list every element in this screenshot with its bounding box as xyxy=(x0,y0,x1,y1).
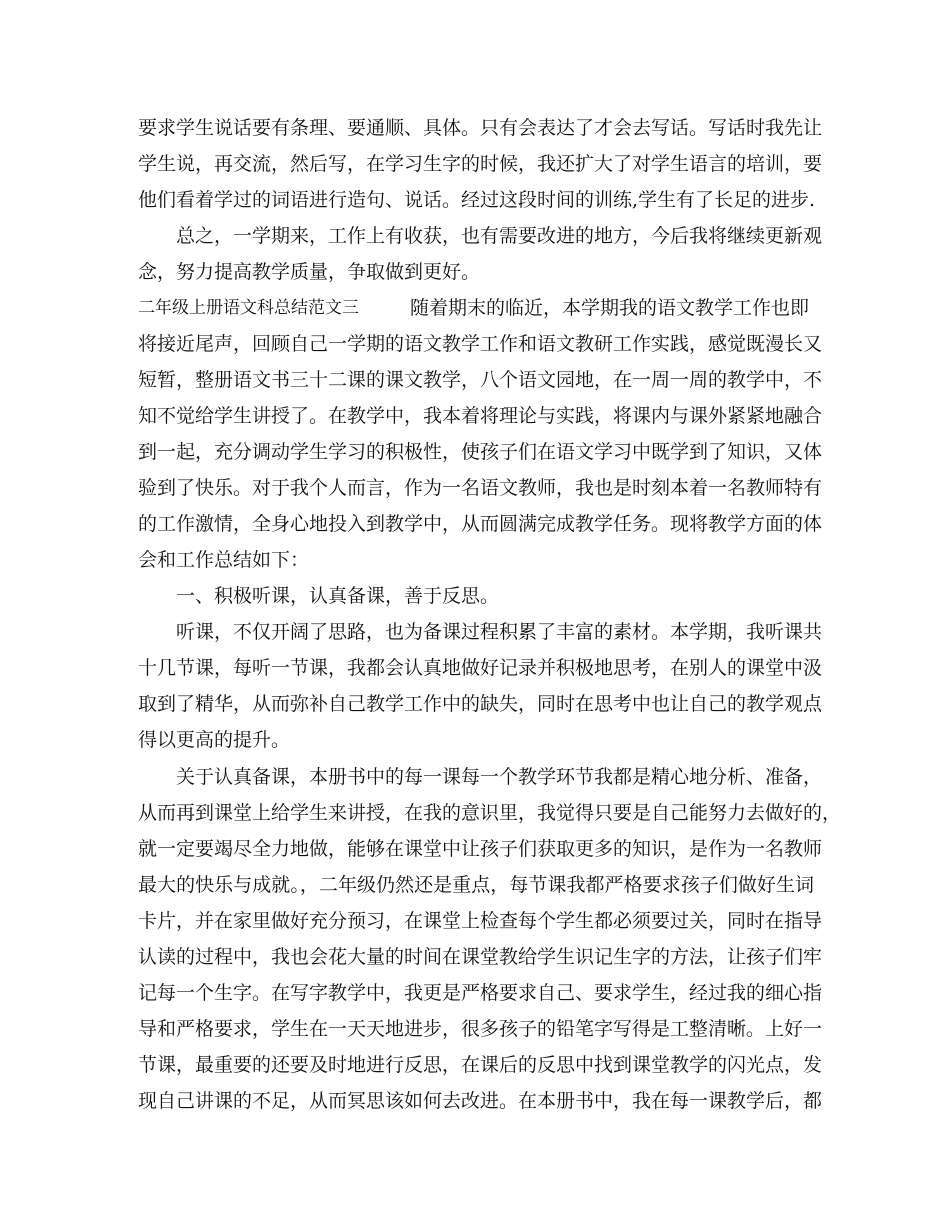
text-line: 从而再到课堂上给学生来讲授，在我的意识里，我觉得只要是自己能努力去做好的， xyxy=(138,802,842,824)
text-line: 最大的快乐与成就。，二年级仍然还是重点，每节课我都严格要求孩子们做好生词 xyxy=(138,874,814,896)
text-line: 短暂，整册语文书三十二课的课文教学，八个语文园地，在一周一周的教学中，不 xyxy=(138,369,823,391)
text-line: 要求学生说话要有条理、要通顺、具体。只有会表达了才会去写话。写话时我先让 xyxy=(138,117,823,139)
text-line: 学生说，再交流，然后写，在学习生字的时候，我还扩大了对学生语言的培训，要 xyxy=(138,153,823,175)
text-line: 随着期末的临近，本学期我的语文教学工作也即 xyxy=(410,297,810,319)
text-line: 将接近尾声，回顾自己一学期的语文教学工作和语文教研工作实践，感觉既漫长又 xyxy=(138,333,823,355)
text-line: 总之，一学期来，工作上有收获，也有需要改进的地方，今后我将继续更新观 xyxy=(176,225,823,247)
text-line: 会和工作总结如下： xyxy=(138,549,310,571)
text-line: 关于认真备课，本册书中的每一课每一个教学环节我都是精心地分析、准备， xyxy=(176,766,823,788)
text-line: 的工作激情，全身心地投入到教学中，从而圆满完成教学任务。现将教学方面的体 xyxy=(138,513,823,535)
text-line: 取到了精华，从而弥补自己教学工作中的缺失，同时在思考中也让自己的教学观点 xyxy=(138,693,823,715)
section-title: 二年级上册语文科总结范文三 xyxy=(138,298,359,318)
text-line: 记每一个生字。在写字教学中，我更是严格要求自己、要求学生，经过我的细心指 xyxy=(138,982,823,1004)
text-line: 听课，不仅开阔了思路，也为备课过程积累了丰富的素材。本学期，我听课共 xyxy=(176,621,823,643)
text-line: 导和严格要求，学生在一天天地进步，很多孩子的铅笔字写得是工整清晰。上好一 xyxy=(138,1018,823,1040)
text-line: 十几节课，每听一节课，我都会认真地做好记录并积极地思考，在别人的课堂中汲 xyxy=(138,657,823,679)
text-line: 验到了快乐。对于我个人而言，作为一名语文教师，我也是时刻本着一名教师特有 xyxy=(138,477,823,499)
text-line: 得以更高的提升。 xyxy=(138,729,291,751)
text-line: 念，努力提高教学质量，争取做到更好。 xyxy=(138,261,481,283)
text-line: 卡片，并在家里做好充分预习，在课堂上检查每个学生都必须要过关，同时在指导 xyxy=(138,910,823,932)
text-line: 现自己讲课的不足，从而冥思该如何去改进。在本册书中，我在每一课教学后，都 xyxy=(138,1090,823,1112)
text-line: 就一定要竭尽全力地做，能够在课堂中让孩子们获取更多的知识，是作为一名教师 xyxy=(138,838,823,860)
text-line: 到一起，充分调动学生学习的积极性，使孩子们在语文学习中既学到了知识，又体 xyxy=(138,441,823,463)
text-line: 知不觉给学生讲授了。在教学中，我本着将理论与实践，将课内与课外紧紧地融合 xyxy=(138,405,823,427)
text-line: 节课，最重要的还要及时地进行反思，在课后的反思中找到课堂教学的闪光点，发 xyxy=(138,1054,823,1076)
text-line: 他们看着学过的词语进行造句、说话。经过这段时间的训练,学生有了长足的进步. xyxy=(138,189,816,211)
section-heading: 一、积极听课，认真备课，善于反思。 xyxy=(176,585,500,607)
text-line: 认读的过程中，我也会花大量的时间在课堂教给学生识记生字的方法，让孩子们牢 xyxy=(138,946,823,968)
